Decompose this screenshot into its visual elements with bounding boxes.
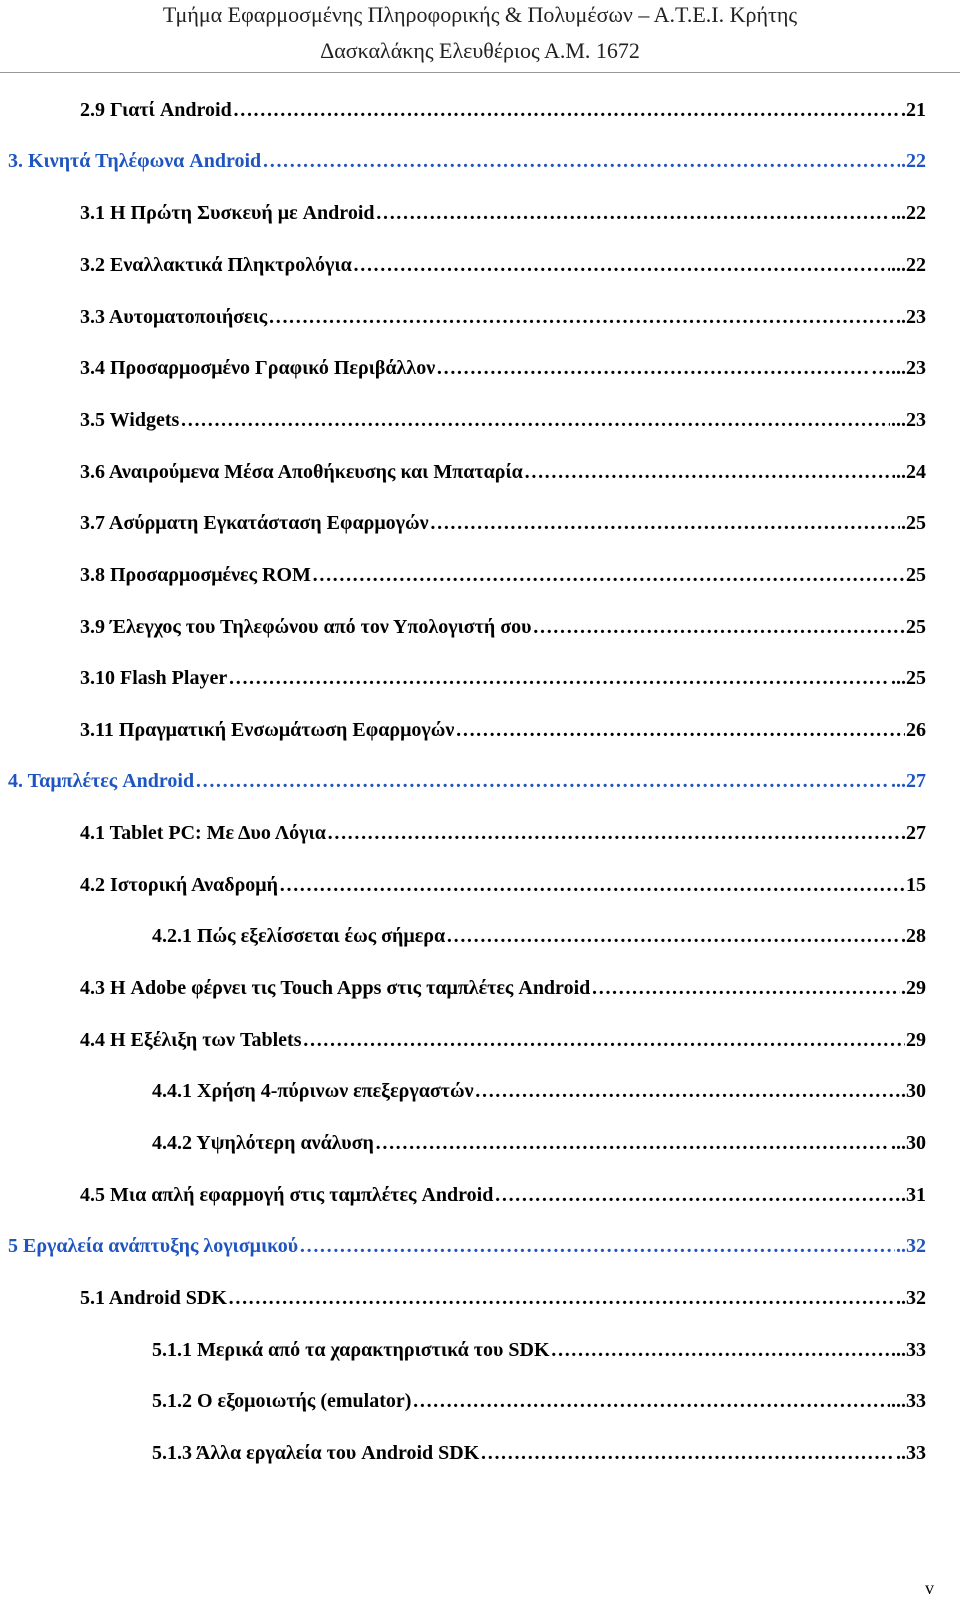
dot-leader (262, 148, 900, 174)
toc-entry-page: ...33 (891, 1339, 926, 1361)
toc-entry-page: ..24 (896, 461, 926, 483)
toc-entry-title: 3. Κινητά Τηλέφωνα Android (8, 150, 262, 172)
toc-entry-page: .29 (901, 977, 926, 999)
toc-entry-page: ...22 (891, 202, 926, 224)
toc-entry[interactable] (80, 459, 926, 485)
toc-entry[interactable] (80, 510, 926, 536)
page-number: v (925, 1578, 934, 1598)
dot-leader (233, 97, 900, 123)
toc-entry[interactable] (152, 923, 926, 949)
toc-entry-title: 3.7 Ασύρματη Εγκατάσταση Εφαρμογών (80, 512, 429, 534)
dot-leader (494, 1182, 900, 1208)
toc-entry[interactable] (80, 1182, 926, 1208)
dot-leader (228, 665, 890, 691)
toc-entry[interactable] (152, 1440, 926, 1466)
dot-leader (375, 1130, 890, 1156)
toc-entry[interactable] (80, 355, 926, 381)
dot-leader (299, 1233, 895, 1259)
toc-entry-title: 2.9 Γιατί Android (80, 99, 232, 121)
toc-entry-title: 3.8 Προσαρμοσμένες ROM (80, 564, 311, 586)
dot-leader (412, 1388, 890, 1414)
toc-entry-page: .22 (901, 150, 926, 172)
dot-leader (180, 407, 890, 433)
toc-entry[interactable] (152, 1078, 926, 1104)
toc-entry-title: 4.4 Η Εξέλιξη των Tablets (80, 1029, 302, 1051)
toc-entry-title: 3.3 Αυτοματοποιήσεις (80, 306, 268, 328)
toc-entry-page: ...23 (891, 409, 926, 431)
toc-entry[interactable] (80, 1027, 926, 1053)
dot-leader (533, 614, 905, 640)
dot-leader (524, 459, 895, 485)
toc-entry-page: ...30 (891, 1132, 926, 1154)
dot-leader (475, 1078, 900, 1104)
toc-entry[interactable] (8, 768, 926, 794)
toc-entry[interactable] (8, 1233, 926, 1259)
toc-entry-title: 5.1.3 Άλλα εργαλεία του Android SDK (152, 1442, 480, 1464)
dot-leader (228, 1285, 895, 1311)
toc-entry-page: .28 (901, 925, 926, 947)
dot-leader (446, 923, 900, 949)
toc-entry-page: .21 (901, 99, 926, 121)
toc-entry-title: 3.9 Έλεγχος του Τηλεφώνου από τον Υπολογιστή σου (80, 616, 532, 638)
toc-entry[interactable] (80, 717, 926, 743)
dot-leader (436, 355, 870, 381)
toc-entry[interactable] (152, 1130, 926, 1156)
toc-entry[interactable] (80, 665, 926, 691)
toc-entry-page: 25 (906, 564, 926, 586)
toc-entry[interactable] (80, 872, 926, 898)
toc-entry-title: 3.6 Αναιρούμενα Μέσα Αποθήκευσης και Μπαταρία (80, 461, 523, 483)
toc-entry-page: 15 (906, 874, 926, 896)
toc-entry[interactable] (152, 1388, 926, 1414)
toc-entry-title: 4.2 Ιστορική Αναδρομή (80, 874, 278, 896)
dot-leader (430, 510, 900, 536)
toc-entry[interactable] (80, 562, 926, 588)
dot-leader (312, 562, 905, 588)
toc-entry-page: ..33 (896, 1442, 926, 1464)
toc-entry-title: 3.4 Προσαρμοσμένο Γραφικό Περιβάλλον (80, 357, 436, 379)
toc-entry-page: ..23 (896, 306, 926, 328)
toc-entry[interactable] (80, 200, 926, 226)
dot-leader (327, 820, 900, 846)
toc-entry-page: .27 (901, 822, 926, 844)
toc-entry[interactable] (152, 1337, 926, 1363)
dot-leader (268, 304, 895, 330)
toc-entry-page: ...22 (891, 254, 926, 276)
toc-entry-title: 3.2 Εναλλακτικά Πληκτρολόγια (80, 254, 352, 276)
toc-entry-page: ...27 (891, 770, 926, 792)
toc-entry-page: .25 (901, 512, 926, 534)
toc-entry-page: …...23 (871, 357, 926, 379)
dot-leader (279, 872, 905, 898)
toc-entry-title: 5.1.2 O εξομοιωτής (emulator) (152, 1390, 412, 1412)
header-divider (0, 72, 960, 73)
toc-entry-title: 5.1.1 Μερικά από τα χαρακτηριστικά του SDK (152, 1339, 550, 1361)
toc-entry-title: 4.4.2 Υψηλότερη ανάλυση (152, 1132, 374, 1154)
toc-entry-page: 26 (906, 719, 926, 741)
toc-entry[interactable] (80, 1285, 926, 1311)
toc-entry-page: .31 (901, 1184, 926, 1206)
dot-leader (591, 975, 900, 1001)
dot-leader (353, 252, 890, 278)
toc-entry-title: 4.1 Tablet PC: Με Δυο Λόγια (80, 822, 326, 844)
toc-entry-title: 3.11 Πραγματική Ενσωμάτωση Εφαρμογών (80, 719, 455, 741)
running-header-author: Δασκαλάκης Ελευθέριος Α.Μ. 1672 (320, 38, 640, 63)
toc-entry-title: 4.2.1 Πώς εξελίσσεται έως σήμερα (152, 925, 446, 947)
running-header-institution: Τμήμα Εφαρμοσμένης Πληροφορικής & Πολυμέσων – Α.Τ.Ε.Ι. Κρήτης (162, 2, 798, 27)
toc-entry-title: 4.4.1 Χρήση 4-πύρινων επεξεργαστών (152, 1080, 474, 1102)
toc-entry-title: 5.1 Android SDK (80, 1287, 227, 1309)
toc-entry-title: 4.5 Μια απλή εφαρμογή στις ταμπλέτες Android (80, 1184, 494, 1206)
toc-entry-title: 3.5 Widgets (80, 409, 180, 431)
toc-entry-title: 3.10 Flash Player (80, 667, 228, 689)
toc-entry[interactable] (8, 148, 926, 174)
toc-entry-title: 5 Εργαλεία ανάπτυξης λογισμικού (8, 1235, 299, 1257)
dot-leader (195, 768, 890, 794)
toc-entry-title: 4.3 Η Adobe φέρνει τις Touch Apps στις ταμπλέτες Android (80, 977, 591, 999)
dot-leader (455, 717, 905, 743)
dot-leader (480, 1440, 895, 1466)
toc-entry[interactable] (80, 975, 926, 1001)
toc-entry[interactable] (80, 97, 926, 123)
toc-entry[interactable] (80, 614, 926, 640)
toc-entry[interactable] (80, 304, 926, 330)
toc-entry-page: 29 (906, 1029, 926, 1051)
toc-entry-page: 25 (906, 616, 926, 638)
toc-entry-page: ...25 (891, 667, 926, 689)
toc-entry-page: ...33 (891, 1390, 926, 1412)
toc-entry[interactable] (80, 820, 926, 846)
dot-leader (376, 200, 890, 226)
toc-entry[interactable] (80, 252, 926, 278)
toc-entry-page: ..32 (896, 1235, 926, 1257)
toc-entry-page: ..32 (896, 1287, 926, 1309)
dot-leader (303, 1027, 906, 1053)
toc-entry[interactable] (80, 407, 926, 433)
toc-entry-title: 3.1 Η Πρώτη Συσκευή με Android (80, 202, 375, 224)
dot-leader (551, 1337, 891, 1363)
toc-entry-page: .30 (901, 1080, 926, 1102)
toc-entry-title: 4. Ταμπλέτες Android (8, 770, 195, 792)
